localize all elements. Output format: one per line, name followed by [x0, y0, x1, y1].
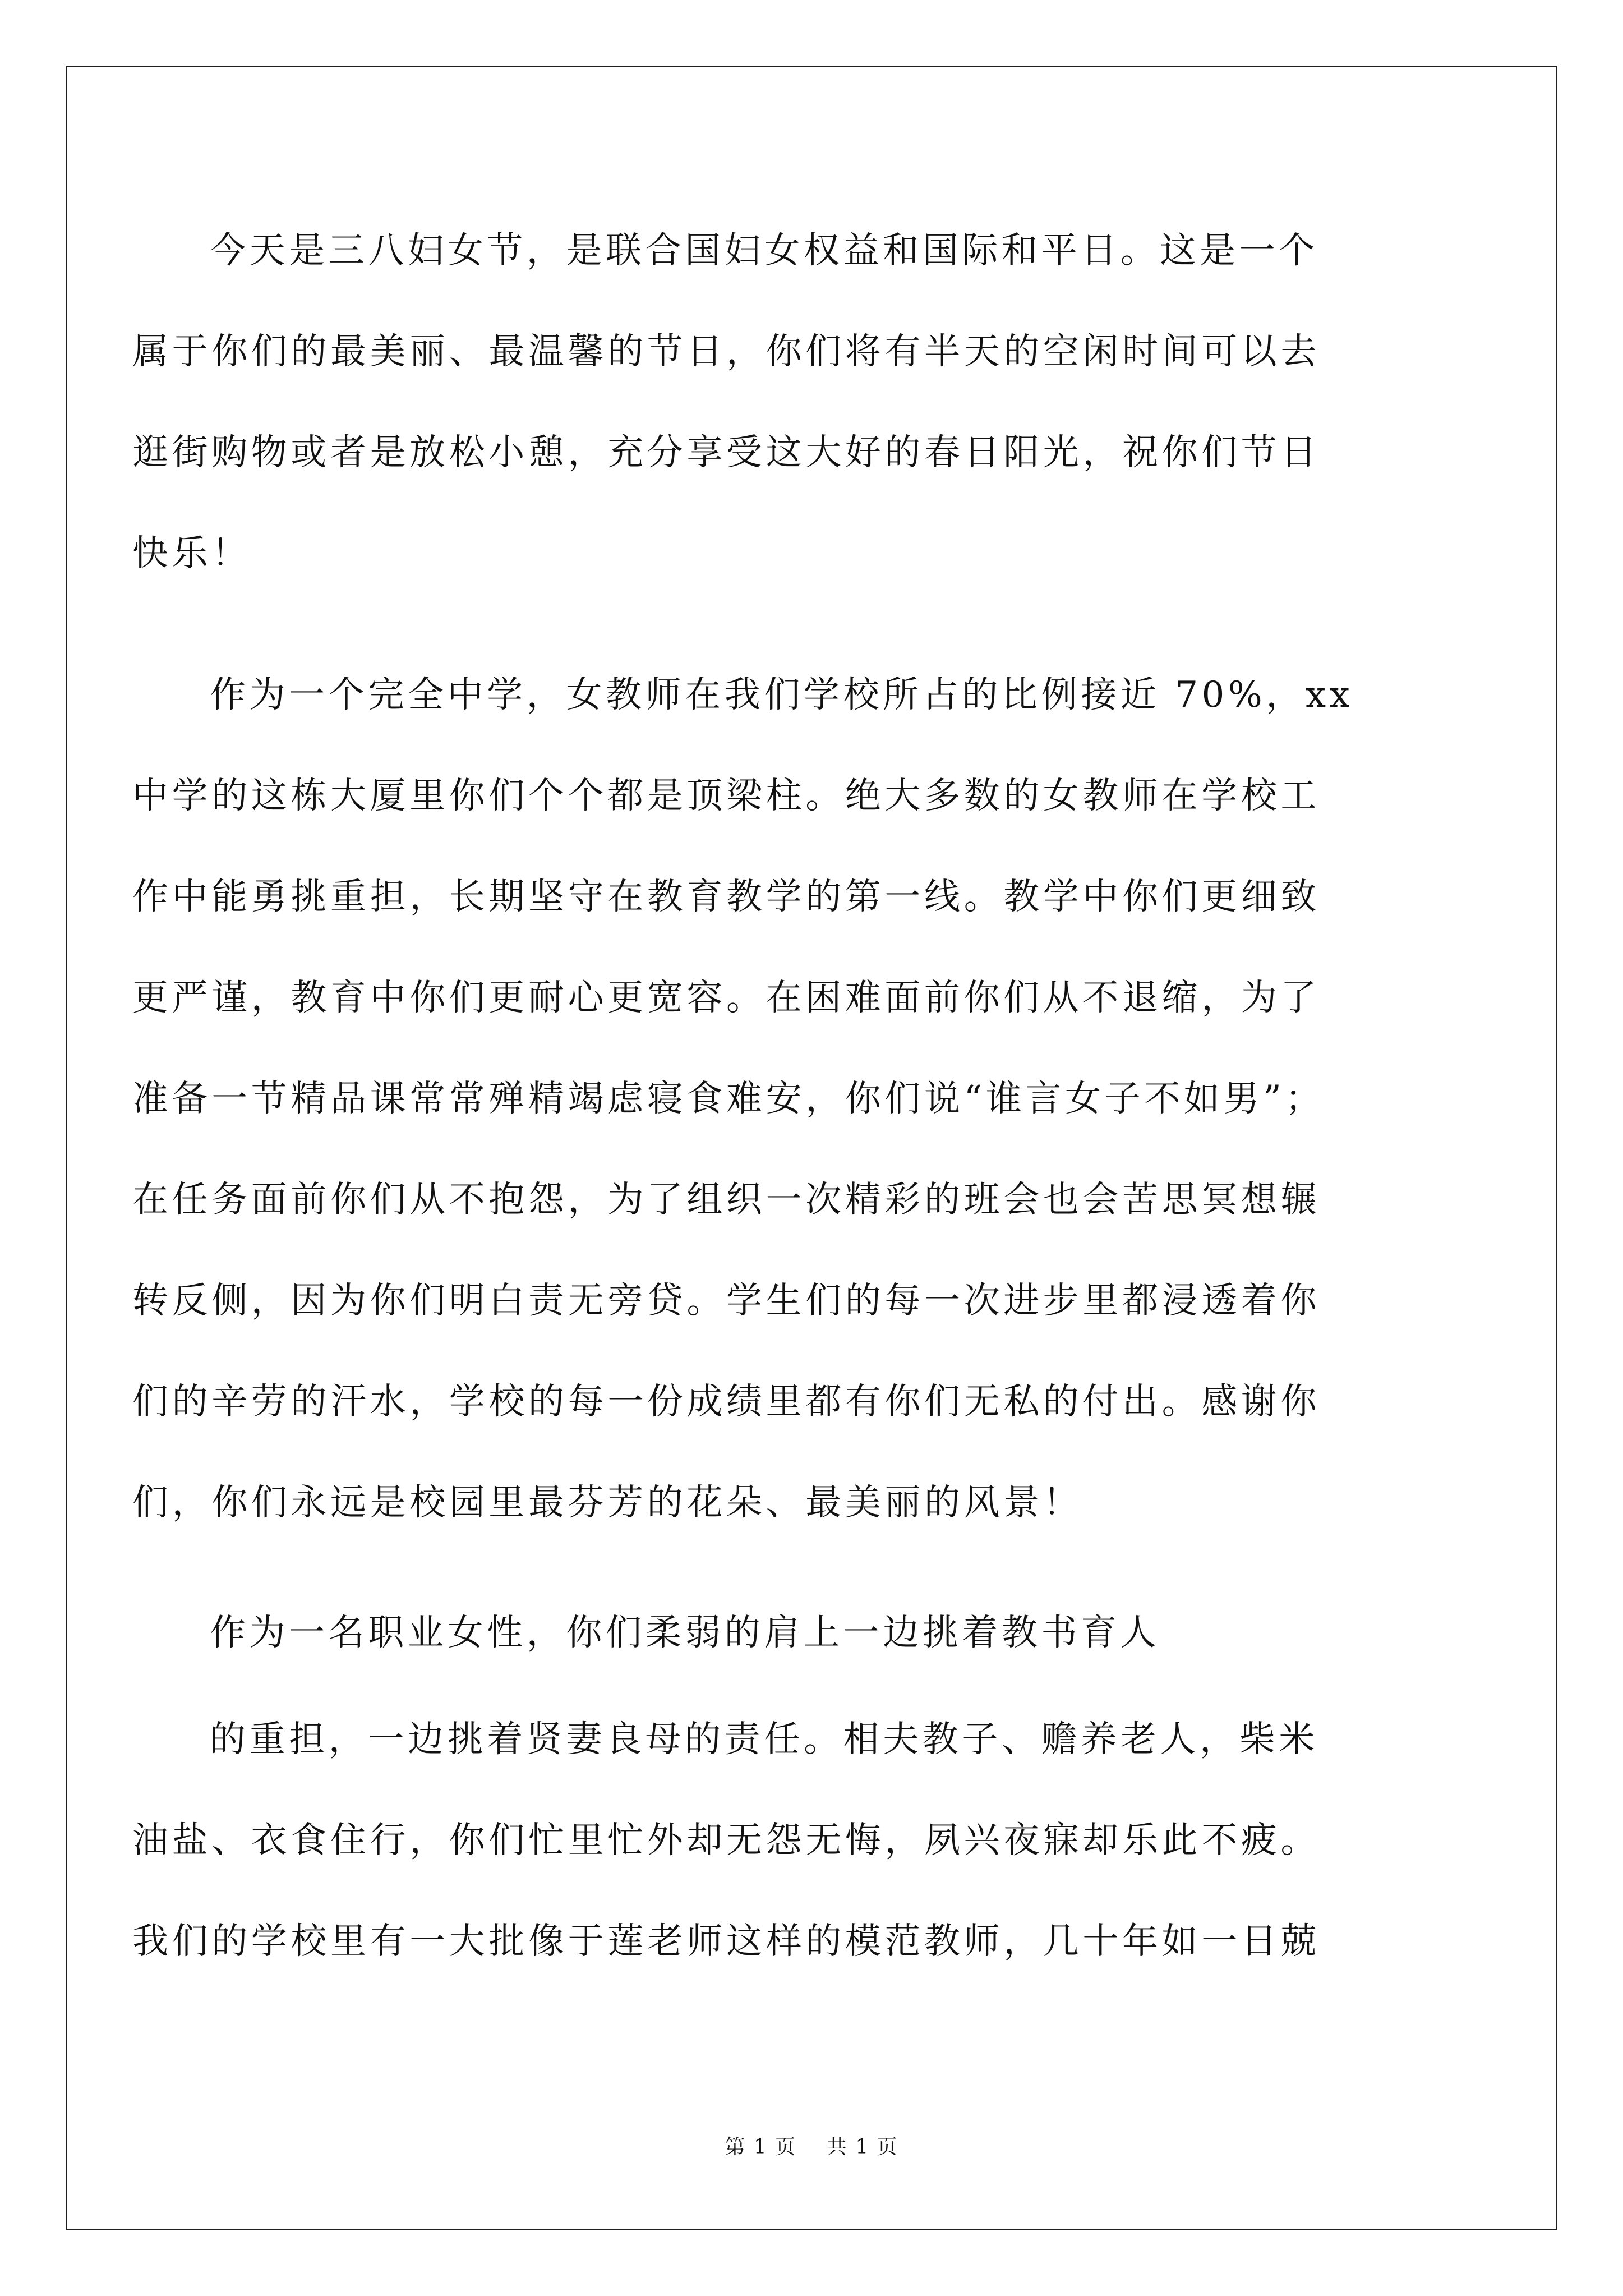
text-line: 作为一名职业女性，你们柔弱的肩上一边挑着教书育人	[210, 1612, 1160, 1654]
text-line: 更严谨，教育中你们更耐心更宽容。在困难面前你们从不退缩，为了	[132, 977, 1320, 1019]
text-line: 我们的学校里有一大批像于莲老师这样的模范教师，几十年如一日兢	[132, 1921, 1320, 1962]
text-line: 快乐！	[132, 533, 251, 574]
text-line: 今天是三八妇女节，是联合国妇女权益和国际和平日。这是一个	[210, 230, 1318, 272]
page-footer: 第 1 页 共 1 页	[725, 2136, 898, 2159]
text-line: 们的辛劳的汗水，学校的每一份成绩里都有你们无私的付出。感谢你	[132, 1381, 1320, 1423]
text-line: 作中能勇挑重担，长期坚守在教育教学的第一线。教学中你们更细致	[132, 876, 1320, 918]
text-line: 在任务面前你们从不抱怨，为了组织一次精彩的班会也会苦思冥想辗	[132, 1179, 1320, 1221]
text-line: 油盐、衣食住行，你们忙里忙外却无怨无悔，夙兴夜寐却乐此不疲。	[132, 1820, 1320, 1861]
text-line: 中学的这栋大厦里你们个个都是顶梁柱。绝大多数的女教师在学校工	[132, 775, 1320, 817]
text-line: 们，你们永远是校园里最芬芳的花朵、最美丽的风景！	[132, 1482, 1083, 1524]
text-line: 转反侧，因为你们明白责无旁贷。学生们的每一次进步里都浸透着你	[132, 1280, 1320, 1322]
text-line: 的重担，一边挑着贤妻良母的责任。相夫教子、赡养老人，柴米	[210, 1719, 1318, 1760]
text-line: 属于你们的最美丽、最温馨的节日，你们将有半天的空闲时间可以去	[132, 331, 1320, 372]
text-line: 作为一个完全中学，女教师在我们学校所占的比例接近 70%，xx	[210, 674, 1354, 716]
page-border	[66, 66, 1557, 2230]
text-line: 逛街购物或者是放松小憩，充分享受这大好的春日阳光，祝你们节日	[132, 432, 1320, 473]
text-line: 准备一节精品课常常殚精竭虑寝食难安，你们说“谁言女子不如男”；	[132, 1078, 1325, 1120]
